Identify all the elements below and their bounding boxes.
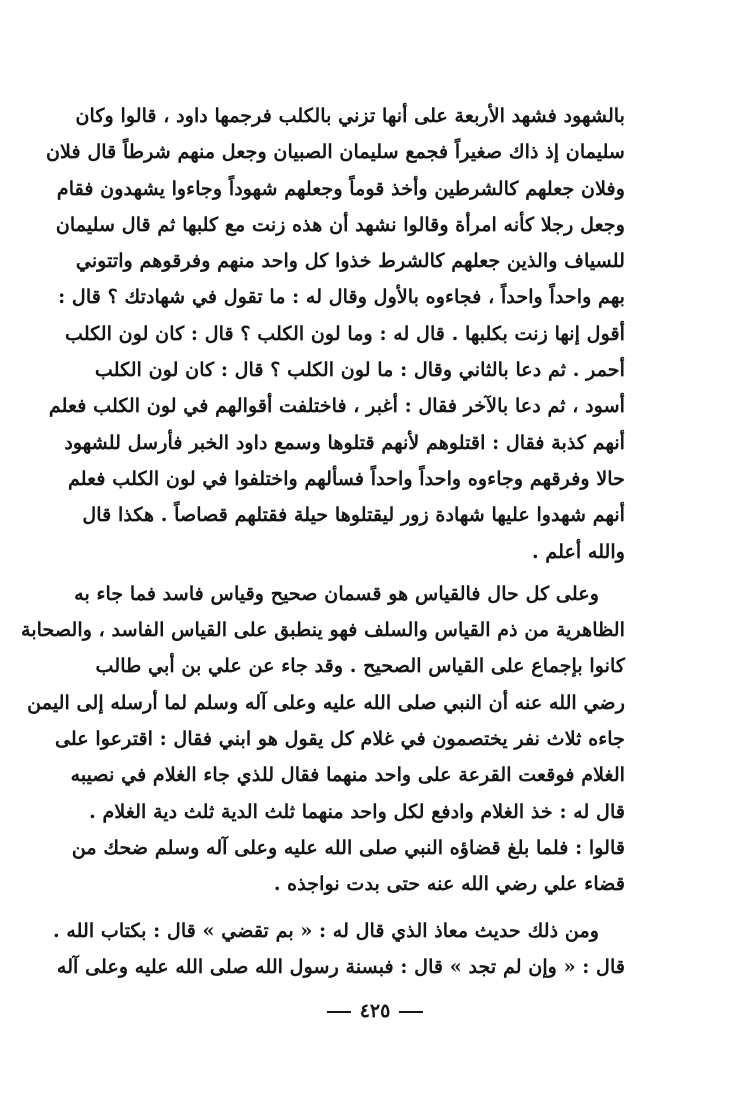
dash-right	[399, 1011, 423, 1013]
paragraph-1	[45, 98, 625, 570]
text-line: بهم واحداً واحداً ، فجاءوه بالأول وقال له : ما تقول في شهادتك ؟ قال :	[58, 285, 625, 309]
paragraph-3	[52, 913, 625, 986]
text-line: والله أعلم .	[531, 539, 625, 563]
text-line: سليمان إذ ذاك صغيراً فجمع سليمان الصبيان وجعل منهم شرطاً قال فلان	[45, 140, 625, 164]
text-line: قال : « وإن لم تجد » قال : فبسنة رسول الله صلى الله عليه وعلى آله	[56, 954, 625, 978]
text-line: أحمر . ثم دعا بالثاني وقال : ما لون الكلب ؟ قال : كان لون الكلب	[94, 358, 625, 382]
text-line: جاءه ثلاث نفر يختصمون في غلام كل يقول هو ابني فقال : اقترعوا على	[54, 727, 625, 751]
dash-left	[327, 1011, 351, 1013]
text-line: الغلام فوقعت القرعة على واحد منهما فقال للذي جاء الغلام في نصيبه	[70, 763, 625, 787]
text-line: أسود ، ثم دعا بالآخر فقال : أغبر ، فاختلفت أقوالهم في لون الكلب فعلم	[48, 394, 625, 418]
text-line: الظاهرية من ذم القياس والسلف فهو ينطبق على القياس الفاسد ، والصحابة	[21, 618, 625, 642]
text-line: حالا وفرقهم وجاءوه واحداً واحداً فسألهم واختلفوا في لون الكلب فعلم	[68, 466, 625, 490]
text-line: رضي الله عنه أن النبي صلى الله عليه وعلى آله وسلم لما أرسله إلى اليمن	[27, 690, 625, 714]
text-line: قضاء علي رضي الله عنه حتى بدت نواجذه .	[273, 872, 625, 896]
text-line: أنهم كذبة فقال : اقتلوهم لأنهم قتلوها وسمع داود الخبر فأرسل للشهود	[64, 430, 625, 454]
text-line: وعلى كل حال فالقياس هو قسمان صحيح وقياس فاسد فما جاء به	[74, 581, 599, 605]
text-line: أقول إنها زنت بكلبها . قال له : وما لون الكلب ؟ قال : كان لون الكلب	[65, 321, 625, 345]
text-line: بالشهود فشهد الأربعة على أنها تزني بالكلب فرجمها داود ، قالوا وكان	[75, 104, 625, 127]
text-line: قالوا : فلما بلغ قضاؤه النبي صلى الله عليه وعلى آله وسلم ضحك من	[71, 835, 625, 859]
text-line: ومن ذلك حديث معاذ الذي قال له : « بم تقضي » قال : بكتاب الله .	[52, 918, 599, 942]
page-number-text: ٤٢٥	[359, 1000, 391, 1022]
text-line: أنهم شهدوا عليها شهادة زور ليقتلوها حيلة فقتلهم قصاصاً . هكذا قال	[82, 503, 625, 527]
text-line: للسياف والذين جعلهم كالشرط خذوا كل واحد منهم وفرقوهم واتتوني	[75, 249, 625, 273]
text-line: قال له : خذ الغلام وادفع لكل واحد منهما ثلث الدية ثلث دية الغلام .	[89, 799, 625, 823]
text-line: كانوا بإجماع على القياس الصحيح . وقد جاء عن علي بن أبي طالب	[95, 654, 625, 678]
text-line: وفلان جعلهم كالشرطين وأخذ قوماً وجعلهم شهوداً وجاءوا يشهدون فقام	[56, 176, 625, 200]
page-number	[0, 1000, 750, 1022]
body-text	[21, 98, 625, 985]
text-line: وجعل رجلا كأنه امرأة وقالوا نشهد أن هذه زنت مع كلبها ثم قال سليمان	[55, 212, 625, 236]
paragraph-2	[21, 576, 625, 903]
